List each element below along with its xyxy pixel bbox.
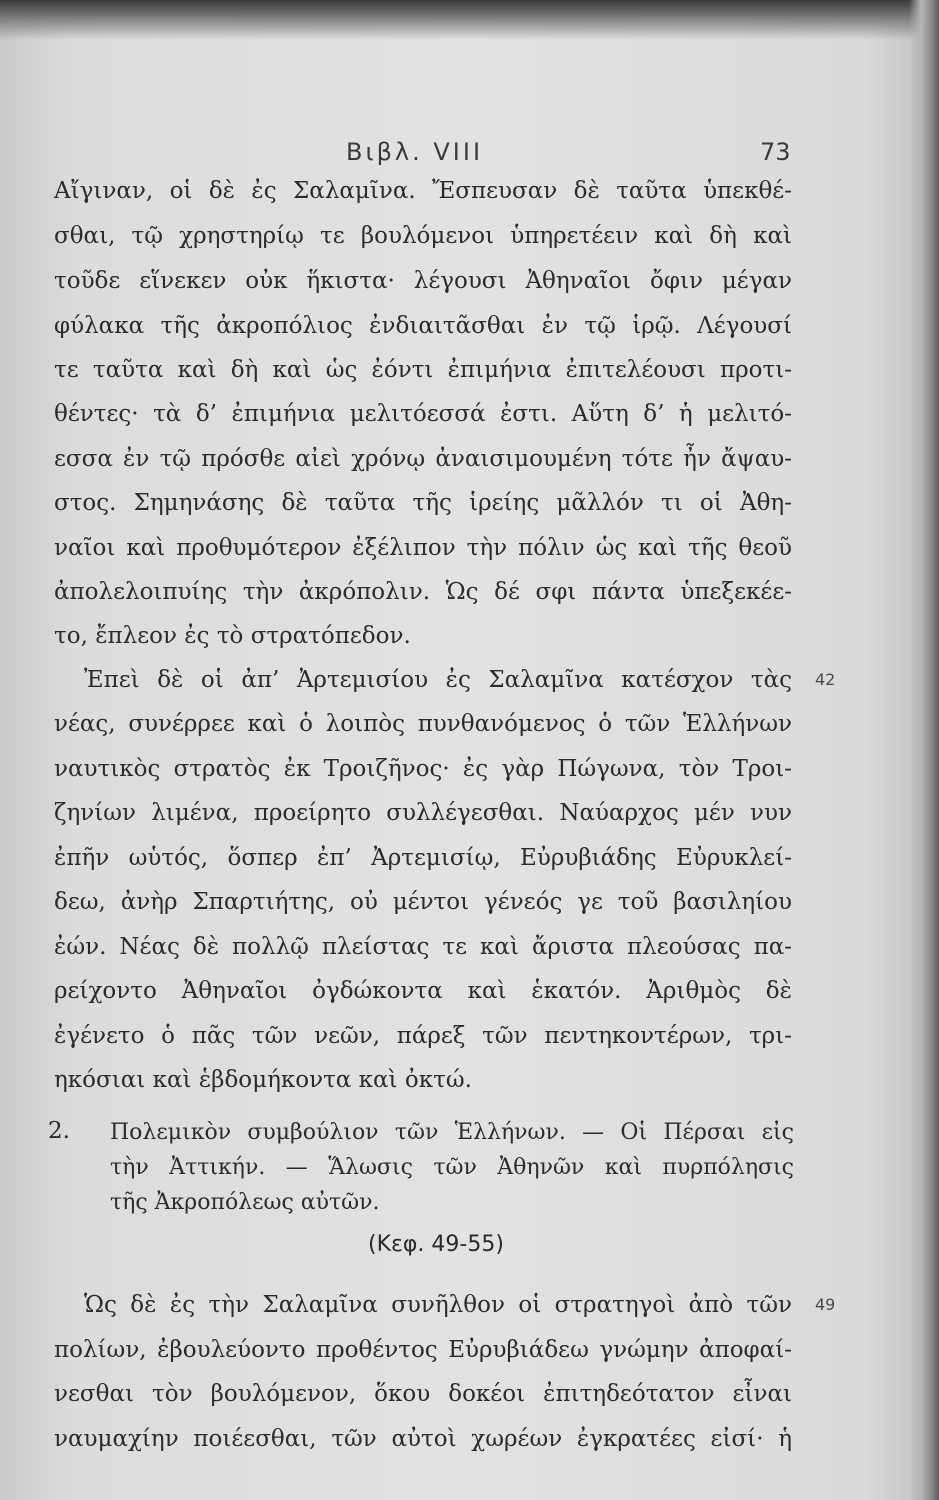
- text-line: εσσα ἐν τῷ πρόσθε αἰεὶ χρόνῳ ἀναισιμουμένη τότε ἦν ἄψαυ-: [54, 446, 792, 472]
- text-line: ναυτικὸς στρατὸς ἐκ Τροιζῆνος· ἐς γὰρ Πώγωνα, τὸν Τροι-: [54, 756, 792, 782]
- section-number: 2.: [48, 1118, 70, 1144]
- margin-number: 49: [815, 1295, 836, 1314]
- text-line: τε ταῦτα καὶ δὴ καὶ ὡς ἐόντι ἐπιμήνια ἐπιτελέουσι προτι-: [54, 357, 792, 383]
- text-line: νεσθαι τὸν βουλόμενον, ὅκου δοκέοι ἐπιτηδεότατον εἶναι: [54, 1381, 792, 1407]
- text-line: το, ἔπλεον ἐς τὸ στρατόπεδον.: [54, 623, 411, 649]
- text-line: ναυμαχίην ποιέεσθαι, τῶν αὐτοὶ χωρέων ἐγκρατέες εἰσί· ἡ: [54, 1426, 792, 1452]
- text-line: τοῦδε εἵνεκεν οὐκ ἥκιστα· λέγουσι Ἀθηναῖοι ὄφιν μέγαν: [54, 268, 792, 294]
- text-line: στος. Σημηνάσης δὲ ταῦτα τῆς ἱρείης μᾶλλόν τι οἱ Ἀθη-: [54, 490, 792, 516]
- text-line: πολίων, ἐβουλεύοντο προθέντος Εὐρυβιάδεω γνώμην ἀποφαί-: [54, 1337, 792, 1363]
- running-head: Βιβλ. VIII: [346, 138, 484, 166]
- text-line: ναῖοι καὶ προθυμότερον ἐξέλιπον τὴν πόλιν ὡς καὶ τῆς θεοῦ: [54, 535, 792, 561]
- text-line: Αἴγιναν, οἱ δὲ ἐς Σαλαμῖνα. Ἔσπευσαν δὲ ταῦτα ὑπεκθέ-: [54, 178, 792, 204]
- text-line: Ἐπεὶ δὲ οἱ ἀπ’ Ἀρτεμισίου ἐς Σαλαμῖνα κατέσχον τὰς: [84, 667, 792, 693]
- text-line: δεω, ἀνὴρ Σπαρτιήτης, οὐ μέντοι γένεός γε τοῦ βασιληίου: [54, 889, 792, 915]
- section-title-line: Πολεμικὸν συμβούλιον τῶν Ἑλλήνων. — Οἱ Πέρσαι εἰς: [110, 1120, 794, 1145]
- text-line: ηκόσιαι καὶ ἑβδομήκοντα καὶ ὀκτώ.: [54, 1067, 472, 1093]
- margin-number: 42: [815, 670, 836, 689]
- text-line: ἐπῆν ωὑτός, ὅσπερ ἐπ’ Ἀρτεμισίῳ, Εὐρυβιάδης Εὐρυκλεί-: [54, 845, 792, 871]
- chapter-reference: (Κεφ. 49-55): [368, 1232, 504, 1257]
- top-shadow: [0, 0, 939, 40]
- text-line: Ὡς δὲ ἐς τὴν Σαλαμῖνα συνῆλθον οἱ στρατηγοὶ ἀπὸ τῶν: [84, 1292, 792, 1318]
- text-line: νέας, συνέρρεε καὶ ὁ λοιπὸς πυνθανόμενος ὁ τῶν Ἑλλήνων: [54, 711, 792, 737]
- text-line: ρείχοντο Ἀθηναῖοι ὀγδώκοντα καὶ ἑκατόν. Ἀριθμὸς δὲ: [54, 978, 792, 1004]
- section-title-line: τῆς Ἀκροπόλεως αὐτῶν.: [110, 1190, 380, 1215]
- page-number: 73: [760, 138, 791, 166]
- text-line: ἐών. Νέας δὲ πολλῷ πλείστας τε καὶ ἄριστα πλεούσας πα-: [54, 934, 792, 960]
- text-line: ἀπολελοιπυίης τὴν ἀκρόπολιν. Ὡς δέ σφι πάντα ὑπεξεκέε-: [54, 579, 792, 605]
- text-line: θέντες· τὰ δ’ ἐπιμήνια μελιτόεσσά ἐστι. Αὕτη δ’ ἡ μελιτό-: [54, 401, 792, 427]
- text-line: φύλακα τῆς ἀκροπόλιος ἐνδιαιτᾶσθαι ἐν τῷ ἱρῷ. Λέγουσί: [54, 313, 792, 339]
- text-line: ἐγένετο ὁ πᾶς τῶν νεῶν, πάρεξ τῶν πεντηκοντέρων, τρι-: [54, 1023, 792, 1049]
- text-line: ζηνίων λιμένα, προείρητο συλλέγεσθαι. Ναύαρχος μέν νυν: [54, 800, 792, 826]
- text-line: σθαι, τῷ χρηστηρίῳ τε βουλόμενοι ὑπηρετέειν καὶ δὴ καὶ: [54, 223, 792, 249]
- section-title-line: τὴν Ἀττικήν. — Ἅλωσις τῶν Ἀθηνῶν καὶ πυρπόλησις: [110, 1155, 794, 1180]
- page-edge: [909, 0, 939, 1500]
